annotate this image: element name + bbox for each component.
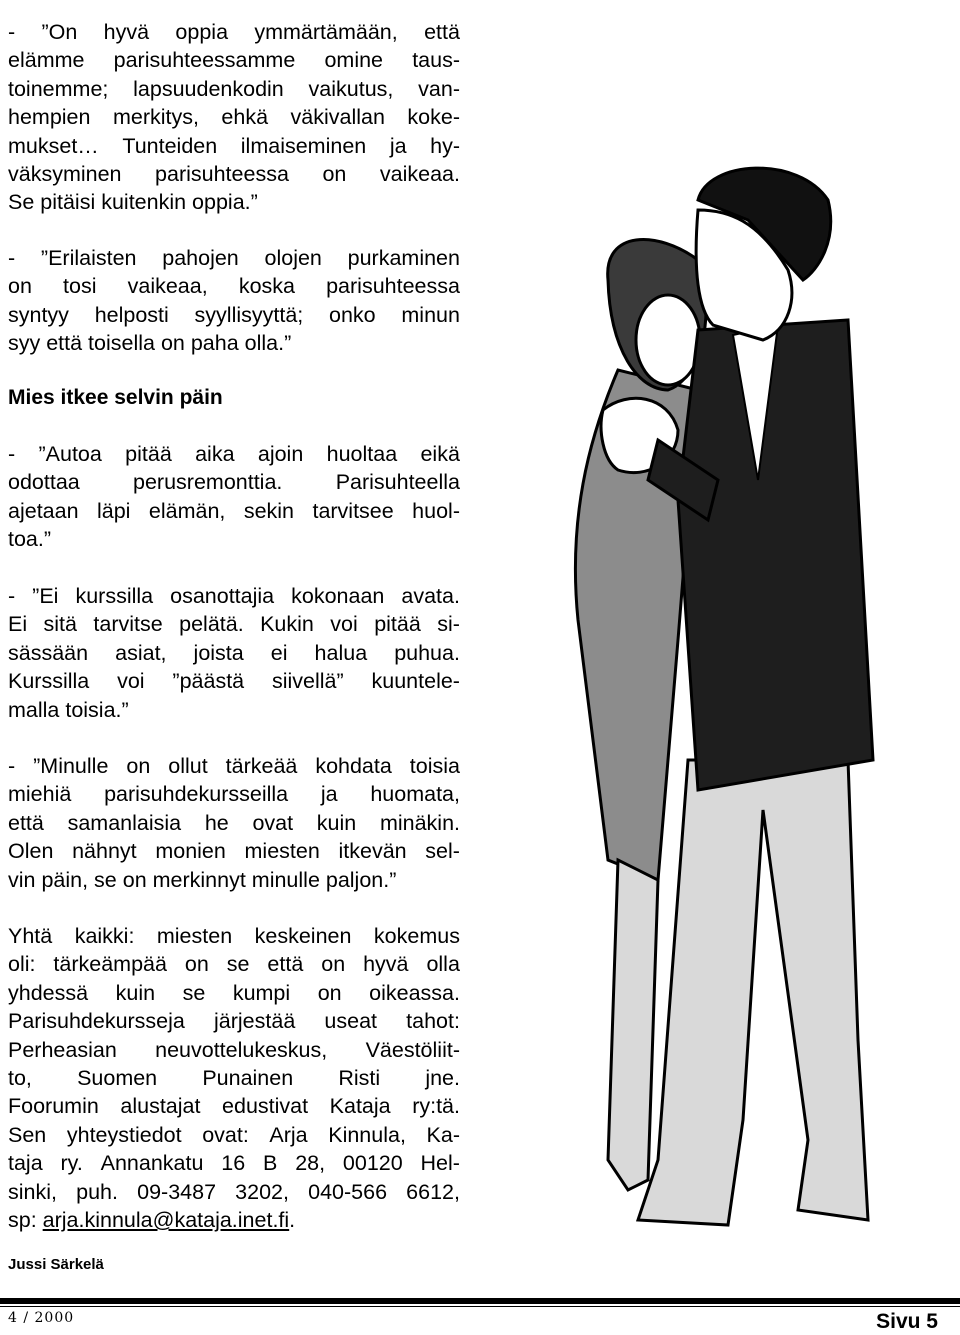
contact-email-line (8, 1206, 460, 1234)
email-suffix: . (289, 1208, 296, 1232)
paragraph-line: Parisuhdekursseja järjestää useat tahot: (8, 1009, 460, 1034)
paragraph-line: Perheasian neuvottelukeskus, Väestöliit- (8, 1037, 460, 1062)
paragraph-line: syntyy helposti syyllisyyttä; onko minun (8, 302, 460, 327)
paragraph-line: Ei sitä tarvitse pelätä. Kukin voi pitää si- (8, 612, 460, 637)
paragraph-line: että samanlaisia he ovat kuin minäkin. (8, 810, 460, 835)
paragraph-line: Yhtä kaikki: miesten keskeinen kokemus (8, 924, 460, 948)
man-trousers (638, 760, 868, 1225)
paragraph-line: to, Suomen Punainen Risti jne. (8, 1066, 460, 1090)
paragraph-line: oli: tärkeämpää on se että on hyvä olla (8, 952, 460, 977)
section-heading: Mies itkee selvin päin (8, 386, 223, 409)
paragraph-line: Se pitäisi kuitenkin oppia.” (8, 190, 258, 215)
paragraph-line: miehiä parisuhdekursseilla ja huomata, (8, 782, 460, 807)
page-number: Sivu 5 (876, 1310, 938, 1333)
paragraph-line: syy että toisella on paha olla.” (8, 331, 292, 356)
paragraph-line: Foorumin alustajat edustivat Kataja ry:tä. (8, 1094, 460, 1119)
paragraph-line: mukset… Tunteiden ilmaiseminen ja hy- (8, 133, 460, 158)
paragraph-line: Olen nähnyt monien miesten itkevän sel- (8, 839, 460, 864)
paragraph-line: elämme parisuhteessamme omine taus- (8, 48, 460, 73)
paragraph-line: hempien merkitys, ehkä väkivallan koke- (8, 105, 460, 130)
woman-legs (608, 860, 658, 1190)
author-byline: Jussi Särkelä (8, 1256, 104, 1273)
dancing-couple-illustration (548, 160, 878, 1250)
paragraph-line: väksyminen parisuhteessa on vaikeaa. (8, 162, 460, 186)
paragraph-line: taja ry. Annankatu 16 B 28, 00120 Hel- (8, 1151, 460, 1176)
paragraph-line: yhdessä kuin se kumpi on oikeassa. (8, 980, 460, 1005)
paragraph-line: - ”Minulle on ollut tärkeää kohdata toisia (8, 754, 460, 778)
paragraph-line: - ”Autoa pitää aika ajoin huoltaa eikä (8, 442, 460, 466)
woman-face (636, 295, 700, 385)
paragraph-line: malla toisia.” (8, 697, 129, 722)
paragraph-line: - ”Erilaisten pahojen olojen purkaminen (8, 246, 460, 270)
footer-rule-thin (0, 1306, 960, 1307)
paragraph-line: toinemme; lapsuudenkodin vaikutus, van- (8, 76, 460, 101)
paragraph-line: ajetaan läpi elämän, sekin tarvitsee huol- (8, 498, 460, 523)
paragraph-line: vin päin, se on merkinnyt minulle paljon.” (8, 867, 397, 892)
paragraph-line: on tosi vaikeaa, koska parisuhteessa (8, 274, 460, 299)
paragraph-line: odottaa perusremonttia. Parisuhteella (8, 470, 460, 495)
paragraph-line: sinki, puh. 09-3487 3202, 040-566 6612, (8, 1179, 460, 1204)
paragraph-line: Kurssilla voi ”päästä siivellä” kuuntele- (8, 669, 460, 694)
email-prefix: sp: (8, 1208, 43, 1232)
paragraph-line: - ”On hyvä oppia ymmärtämään, että (8, 20, 460, 44)
paragraph-line: sässään asiat, joista ei halua puhua. (8, 640, 460, 665)
paragraph-line: Sen yhteystiedot ovat: Arja Kinnula, Ka- (8, 1122, 460, 1147)
footer-rule (0, 1298, 960, 1304)
issue-number: 4 / 2000 (8, 1310, 75, 1326)
paragraph-line: - ”Ei kurssilla osanottajia kokonaan avata. (8, 584, 460, 608)
man-jacket (678, 320, 873, 790)
paragraph-line: toa.” (8, 527, 52, 552)
email-link[interactable]: arja.kinnula@kataja.inet.fi (42, 1208, 290, 1232)
